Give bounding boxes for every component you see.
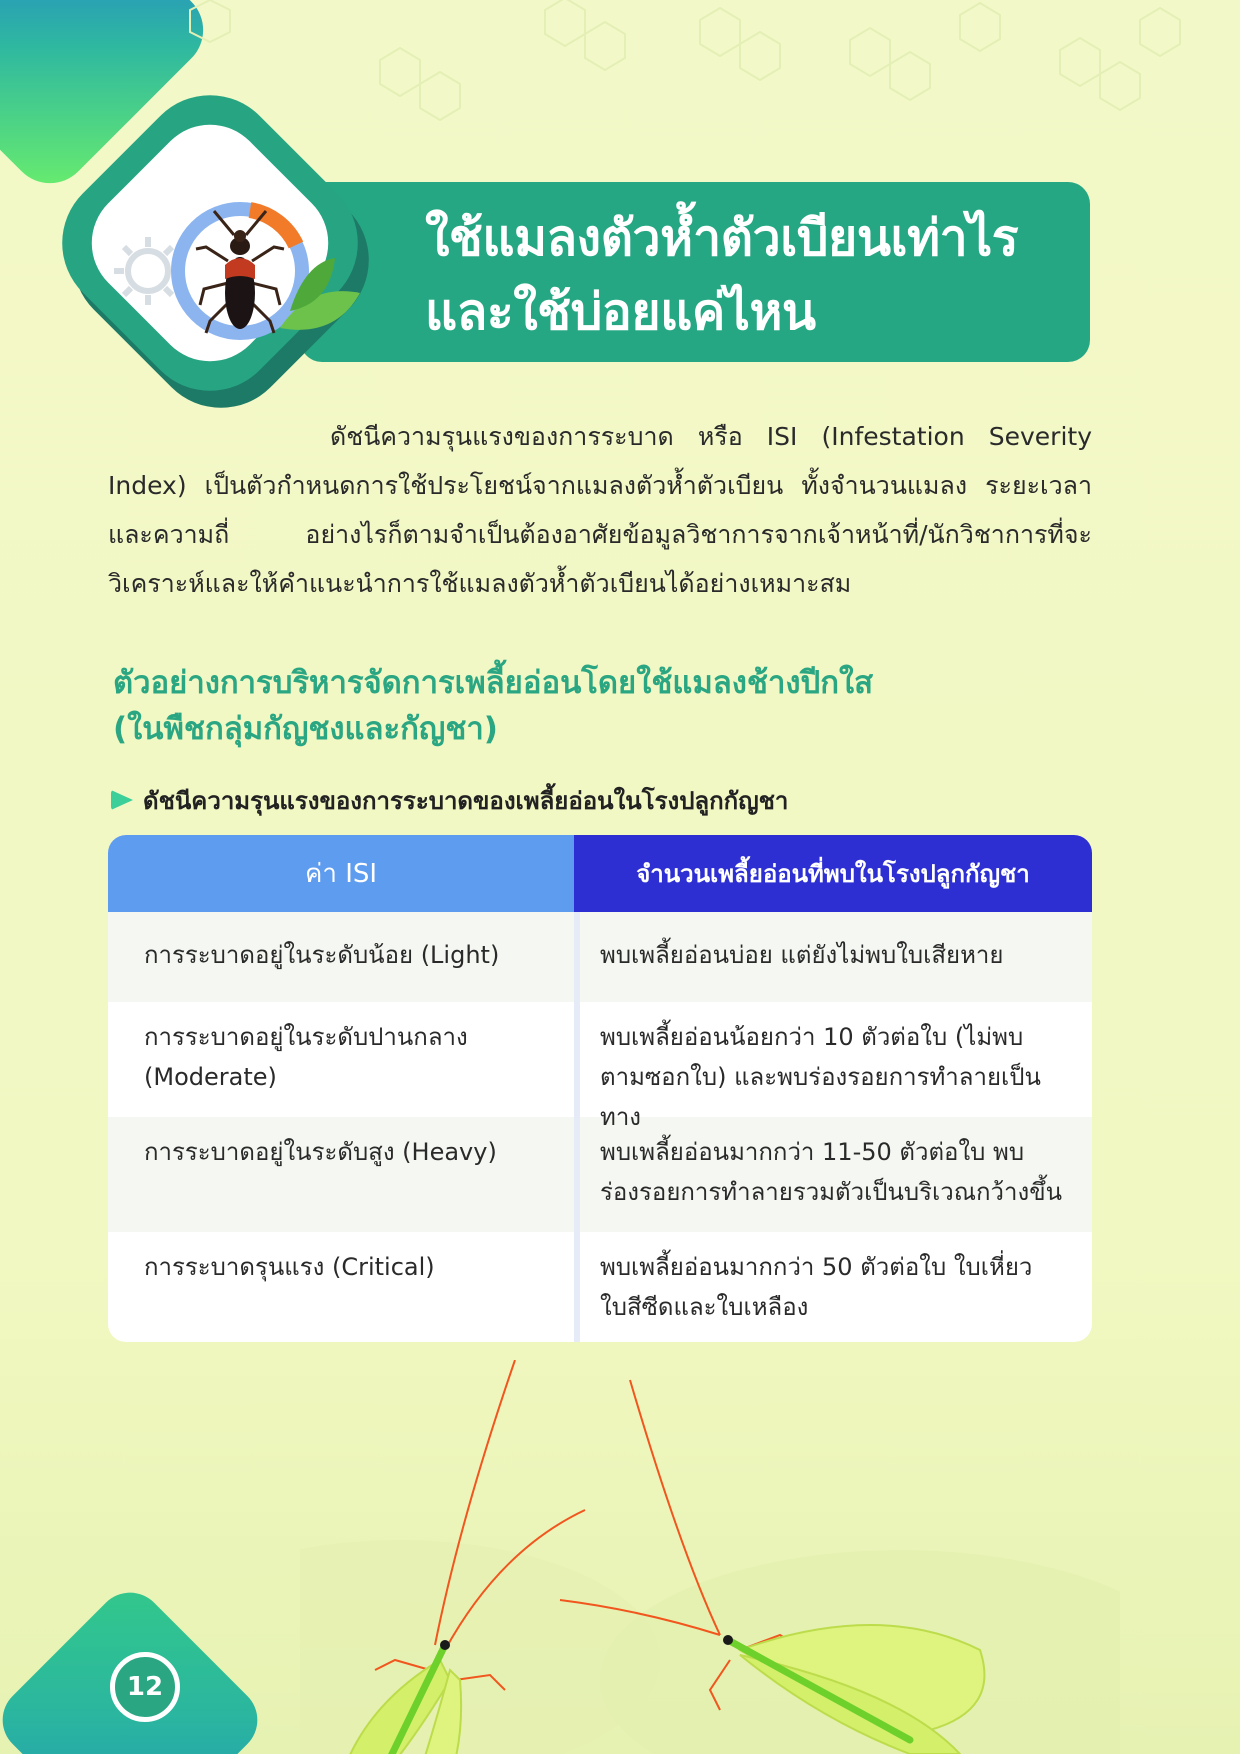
aphid-finding-text: ร่องรอยการทำลายรวมตัวเป็นบริเวณกว้างขึ้น	[600, 1178, 1063, 1206]
severity-level-cell	[108, 1117, 574, 1232]
severity-level-text: การระบาดอยู่ในระดับน้อย (Light)	[144, 941, 500, 969]
aphid-finding-text: พบเพลี้ยอ่อนมากกว่า 50 ตัวต่อใบ ใบเหี่ยว	[600, 1253, 1033, 1281]
table-row	[108, 912, 1092, 1002]
severity-level-cell	[108, 1232, 574, 1342]
header-isi-value: ค่า ISI	[108, 835, 574, 912]
aphid-finding-text: พบเพลี้ยอ่อนน้อยกว่า 10 ตัวต่อใบ (ไม่พบ	[600, 1023, 1024, 1051]
aphid-finding-cell	[574, 1002, 1092, 1131]
severity-level-text: การระบาดอยู่ในระดับปานกลาง	[144, 1023, 468, 1051]
table-caption	[111, 780, 788, 820]
page-number: 12	[110, 1652, 180, 1722]
lacewing-illustration	[300, 1360, 1120, 1754]
section-heading-line-2: (ในพืชกลุ่มกัญชงและกัญชา)	[113, 711, 498, 747]
table-header	[108, 835, 1092, 912]
severity-level-cell	[108, 1002, 574, 1117]
aphid-finding-cell	[574, 912, 1092, 1002]
table-row	[108, 1232, 1092, 1342]
intro-text: ดัชนีความรุนแรงของการระบาด หรือ ISI (Infestation Severity Index) เป็นตัวกำหนดการใช้ประโยชน์จากแมลงตัวห้ำตัวเบียน ทั้งจำนวนแมลง ระยะเวลาและความถี่ อย่างไรก็ตามจำเป็นต้องอาศัยข้อมูลวิชาการจากเจ้าหน้าที่/นักวิชาการที่จะวิเคราะห์และให้คำแนะนำการใช้แมลงตัวห้ำตัวเบียนได้อย่างเหมาะสม	[108, 422, 1092, 598]
aphid-finding-text: ตามซอกใบ) และพบร่องรอยการทำลายเป็นทาง	[600, 1063, 1041, 1131]
beetle-gear-icon	[110, 143, 380, 363]
aphid-finding-text: พบเพลี้ยอ่อนบ่อย แต่ยังไม่พบใบเสียหาย	[600, 941, 1004, 969]
aphid-finding-cell	[574, 1232, 1092, 1342]
page-title-line-1: ใช้แมลงตัวห้ำตัวเบียนเท่าไร	[425, 209, 1019, 267]
table-row	[108, 1117, 1092, 1232]
page-title-line-2: และใช้บ่อยแค่ไหน	[425, 283, 816, 341]
table-caption-text: ดัชนีความรุนแรงของการระบาดของเพลี้ยอ่อนในโรงปลูกกัญชา	[143, 786, 789, 815]
play-arrow-icon	[111, 790, 133, 810]
severity-level-cell	[108, 912, 574, 1002]
severity-level-text: (Moderate)	[144, 1063, 277, 1091]
aphid-finding-text: พบเพลี้ยอ่อนมากกว่า 11-50 ตัวต่อใบ พบ	[600, 1138, 1025, 1166]
header-aphid-count: จำนวนเพลี้ยอ่อนที่พบในโรงปลูกกัญชา	[574, 835, 1092, 912]
section-heading-line-1: ตัวอย่างการบริหารจัดการเพลี้ยอ่อนโดยใช้แมลงช้างปีกใส	[113, 665, 874, 701]
intro-paragraph	[108, 412, 1092, 608]
section-heading	[113, 660, 1113, 752]
aphid-finding-text: ใบสีซีดและใบเหลือง	[600, 1293, 809, 1321]
aphid-finding-cell	[574, 1117, 1092, 1232]
severity-level-text: การระบาดอยู่ในระดับสูง (Heavy)	[144, 1138, 497, 1166]
isi-table	[108, 835, 1092, 1342]
table-row	[108, 1002, 1092, 1131]
severity-level-text: การระบาดรุนแรง (Critical)	[144, 1253, 435, 1281]
